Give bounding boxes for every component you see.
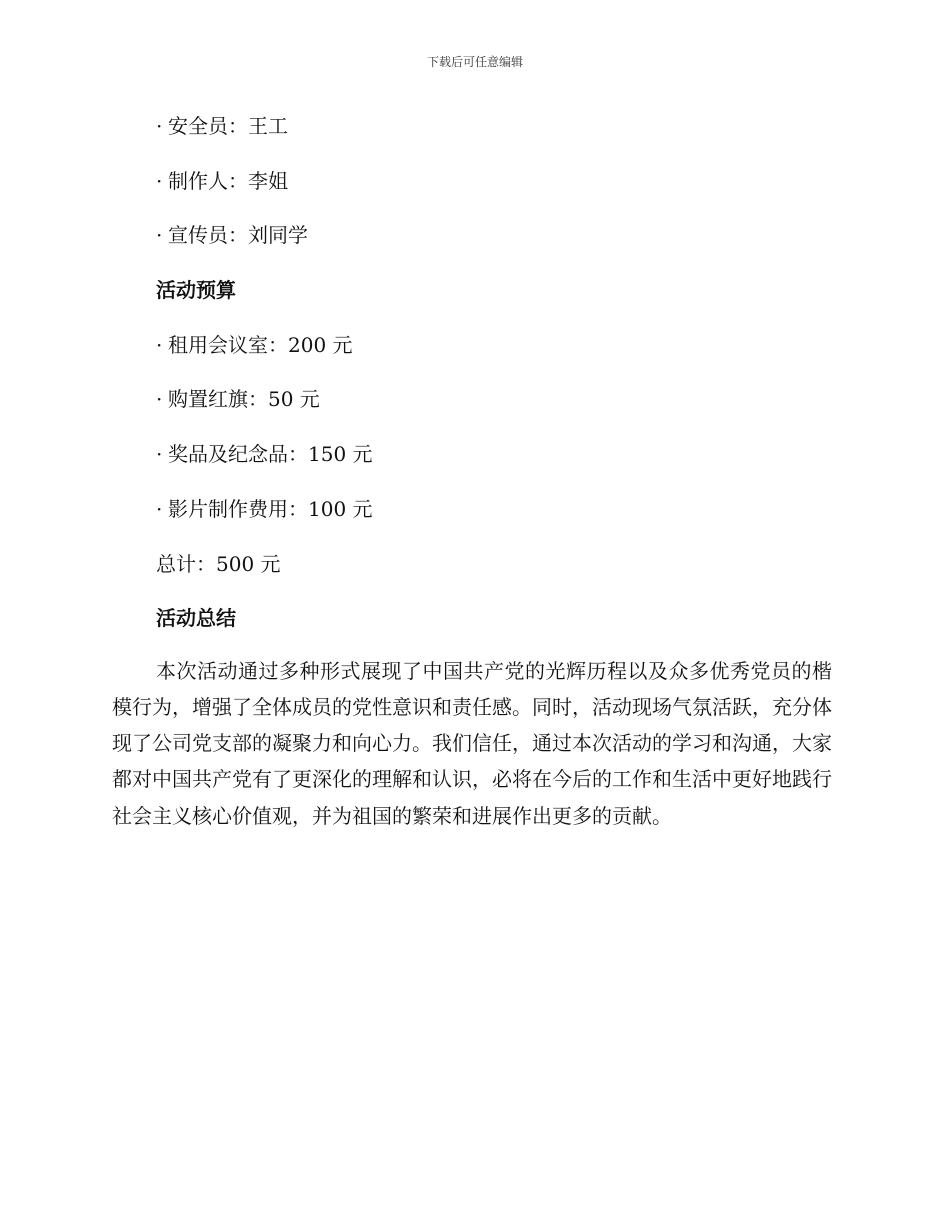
list-item-budget bbox=[112, 327, 832, 363]
budget-heading: 活动预算 bbox=[156, 278, 236, 303]
budget-item-red-flags: 购置红旗：50 元 bbox=[168, 387, 320, 412]
budget-total: 总计：500 元 bbox=[156, 551, 281, 576]
bullet-icon: · bbox=[156, 114, 163, 138]
bullet-icon: · bbox=[156, 387, 163, 412]
summary-paragraph: 本次活动通过多种形式展现了中国共产党的光辉历程以及众多优秀党员的楷模行为，增强了全体成员的党性意识和责任感。同时，活动现场气氛活跃，充分体现了公司党支部的凝聚力和向心力。我们信任，通过本次活动的学习和沟通，大家都对中国共产党有了更深化的理解和认识，必将在今后的工作和生活中更好地践行社会主义核心价值观，并为祖国的繁荣和进展作出更多的贡献。 bbox=[112, 658, 832, 828]
budget-item-prizes: 奖品及纪念品：150 元 bbox=[168, 442, 373, 467]
list-item-budget bbox=[112, 491, 832, 527]
bullet-icon: · bbox=[156, 332, 163, 357]
list-item-role bbox=[112, 217, 832, 253]
budget-item-film-production: 影片制作费用：100 元 bbox=[168, 496, 373, 521]
list-item-role bbox=[112, 163, 832, 199]
list-item-budget bbox=[112, 436, 832, 472]
document-body bbox=[112, 108, 832, 834]
role-producer: 制作人：李姐 bbox=[168, 168, 288, 193]
list-item-budget bbox=[112, 381, 832, 417]
summary-heading: 活动总结 bbox=[156, 606, 236, 631]
bullet-icon: · bbox=[156, 496, 163, 521]
role-safety-officer: 安全员：王工 bbox=[168, 114, 288, 138]
bullet-icon: · bbox=[156, 442, 163, 467]
budget-item-meeting-room: 租用会议室：200 元 bbox=[168, 332, 353, 357]
list-item-role bbox=[112, 108, 832, 144]
bullet-icon: · bbox=[156, 223, 163, 248]
role-publicist: 宣传员：刘同学 bbox=[168, 223, 308, 248]
bullet-icon: · bbox=[156, 168, 163, 193]
page-header: 下载后可任意编辑 bbox=[426, 55, 523, 69]
